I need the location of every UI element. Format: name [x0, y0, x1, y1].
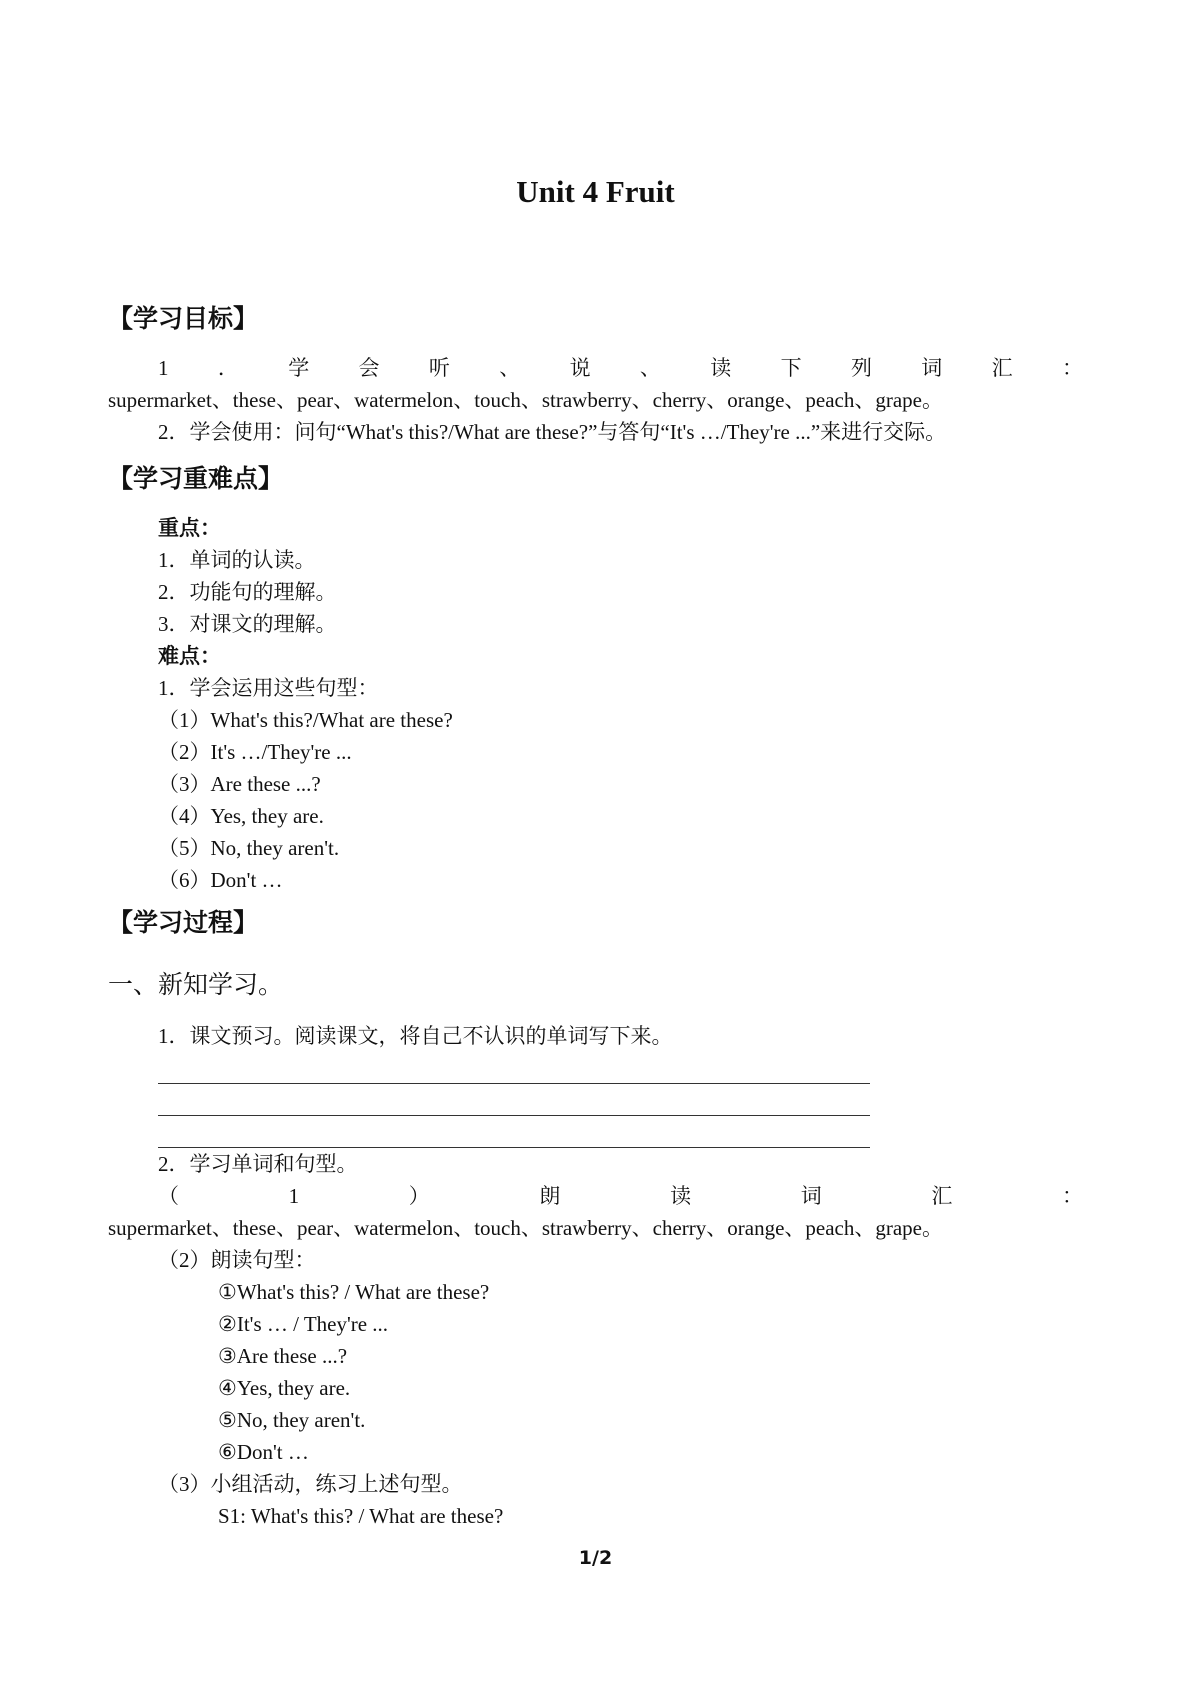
key-points-heading: 【学习重难点】 [108, 464, 284, 493]
dialogue-s1: S1: What's this? / What are these? [218, 1504, 504, 1528]
goals-item-2: 2．学会使用：问句“What's this?/What are these?”与答句“It's …/They're ...”来进行交际。 [158, 420, 947, 444]
process-block [108, 1020, 1083, 1532]
difficulty-intro: 1．学会运用这些句型： [158, 676, 379, 700]
document-title: Unit 4 Fruit [516, 174, 675, 209]
sentence-item-4: ④Yes, they are. [218, 1376, 351, 1400]
focus-item-3: 3．对课文的理解。 [158, 612, 337, 636]
process-step-2-3: （3）小组活动，练习上述句型。 [158, 1472, 463, 1496]
sentence-item-2: ②It's … / They're ... [218, 1312, 389, 1336]
answer-line-2[interactable] [158, 1084, 870, 1116]
process-step-2-1-words: supermarket、these、pear、watermelon、touch、strawberry、cherry、orange、peach、grape。 [108, 1216, 944, 1240]
answer-line-1[interactable] [158, 1052, 870, 1084]
key-points-block [108, 512, 1083, 896]
focus-label: 重点： [158, 516, 221, 540]
sentence-item-6: ⑥Don't … [218, 1440, 309, 1464]
goals-item-1-words: supermarket、these、pear、watermelon、touch、strawberry、cherry、orange、peach、grape。 [108, 388, 944, 412]
sentence-item-5: ⑤No, they aren't. [218, 1408, 366, 1432]
difficulty-item-3: （3）Are these ...? [158, 772, 321, 796]
goals-item-1-prefix: 1．学会听、说、读下列词汇： [158, 356, 1083, 380]
process-section-1: 一、新知学习。 [108, 972, 284, 999]
process-step-2: 2．学习单词和句型。 [158, 1152, 358, 1176]
process-step-1: 1．课文预习。阅读课文，将自己不认识的单词写下来。 [158, 1024, 673, 1048]
process-step-2-2: （2）朗读句型： [158, 1248, 316, 1272]
sentence-item-3: ③Are these ...? [218, 1344, 348, 1368]
focus-item-1: 1．单词的认读。 [158, 548, 316, 572]
goals-heading: 【学习目标】 [108, 304, 259, 333]
difficulty-item-1: （1）What's this?/What are these? [158, 708, 453, 732]
difficulty-item-4: （4）Yes, they are. [158, 804, 324, 828]
goals-block [108, 352, 1083, 448]
process-step-2-1-prefix: （1）朗读词汇： [158, 1184, 1083, 1208]
page-number: 1/2 [578, 1547, 613, 1569]
sentence-item-1: ①What's this? / What are these? [218, 1280, 490, 1304]
difficulty-label: 难点： [158, 644, 221, 668]
difficulty-item-2: （2）It's …/They're ... [158, 740, 352, 764]
difficulty-item-6: （6）Don't … [158, 868, 283, 892]
answer-line-3[interactable] [158, 1116, 870, 1148]
process-heading: 【学习过程】 [108, 908, 259, 937]
difficulty-item-5: （5）No, they aren't. [158, 836, 340, 860]
focus-item-2: 2．功能句的理解。 [158, 580, 337, 604]
